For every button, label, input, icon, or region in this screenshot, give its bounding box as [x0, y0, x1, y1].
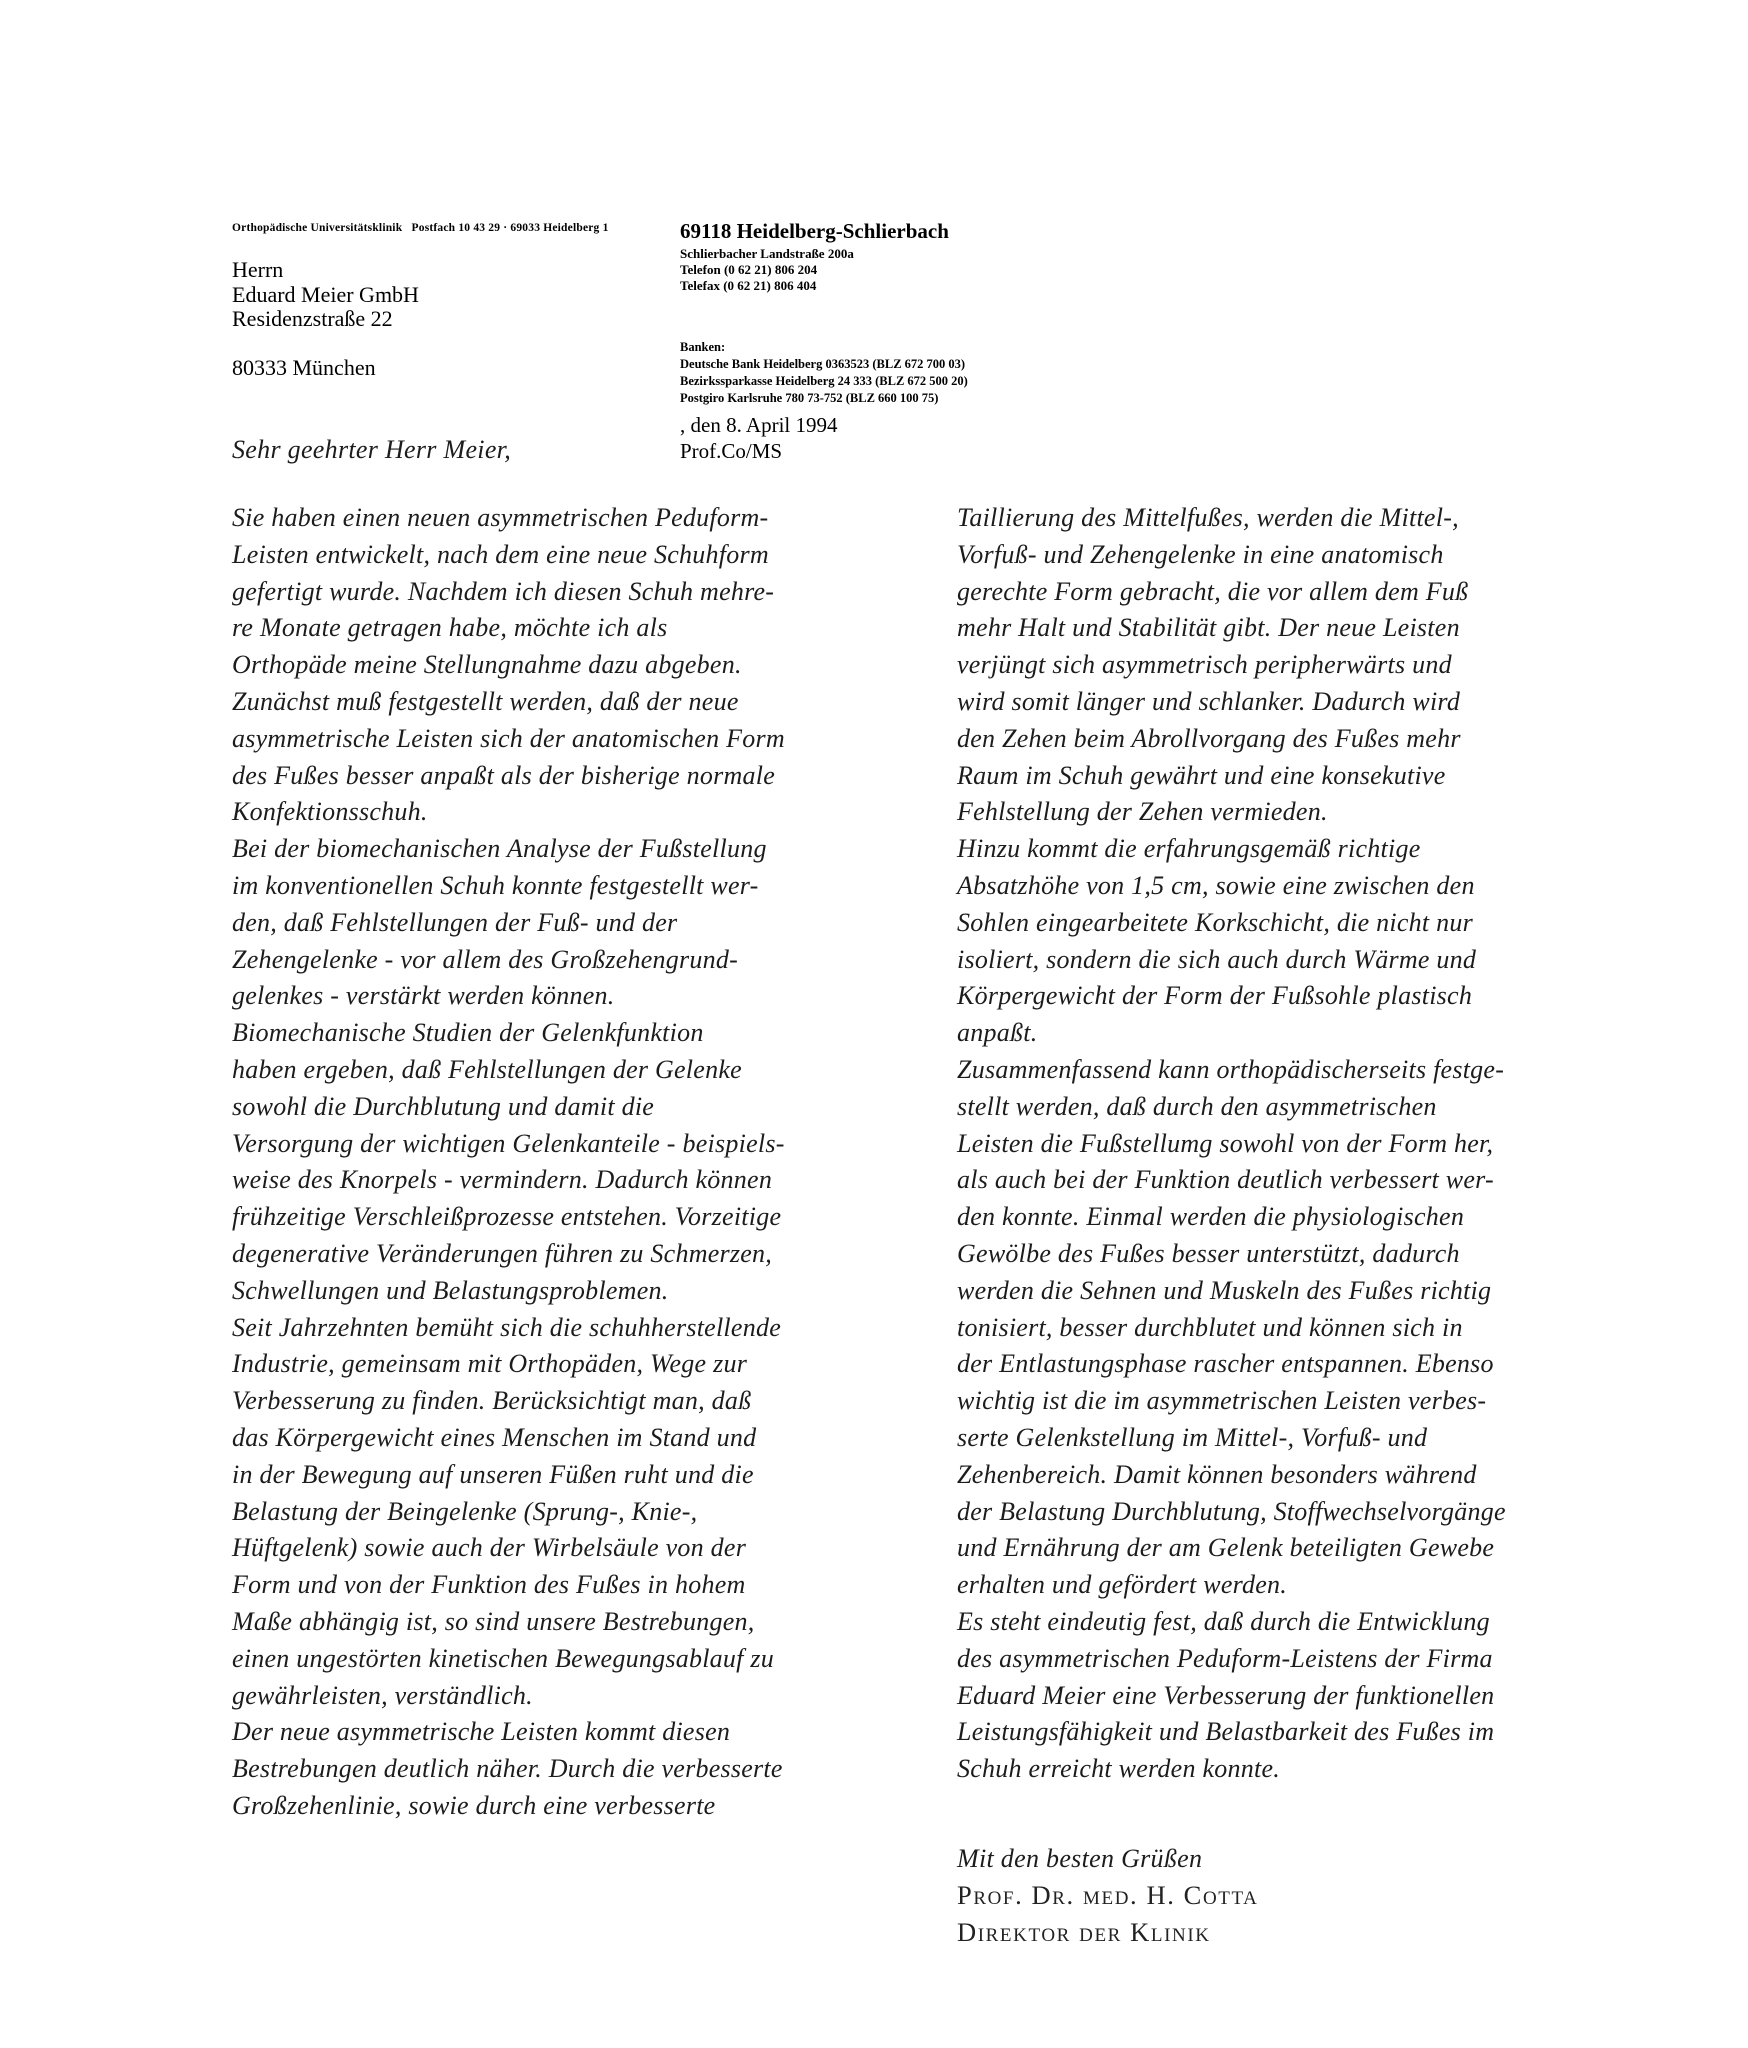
body-line: im konventionellen Schuh konnte festgestellt wer-: [232, 870, 759, 900]
body-line: weise des Knorpels - vermindern. Dadurch können: [232, 1165, 773, 1195]
body-line: Schuh erreicht werden konnte.: [957, 1754, 1281, 1784]
body-line: Sohlen eingearbeitete Korkschicht, die nicht nur: [957, 907, 1473, 937]
body-line: Sie haben einen neuen asymmetrischen Peduform-: [232, 503, 769, 532]
body-line: Konfektionsschuh.: [232, 797, 428, 827]
salutation: Sehr geehrter Herr Meier,: [232, 435, 511, 464]
body-line: Verbesserung zu finden. Berücksichtigt man, daß: [232, 1386, 752, 1416]
body-line: Leisten entwickelt, nach dem eine neue Schuhform: [232, 539, 769, 569]
body-line: Orthopäde meine Stellungnahme dazu abgeben.: [232, 650, 742, 680]
body-line: Hinzu kommt die erfahrungsgemäß richtige: [957, 834, 1421, 864]
banks-block: [680, 339, 968, 407]
body-line: das Körpergewicht eines Menschen im Stand und: [232, 1422, 757, 1452]
recipient-city: 80333 München: [232, 355, 376, 380]
body-line: gerechte Form gebracht, die vor allem dem Fuß: [957, 576, 1469, 606]
recipient-address-line: Herrn: [232, 257, 284, 282]
office-street: Schlierbacher Landstraße 200a: [680, 246, 854, 261]
body-line: verjüngt sich asymmetrisch peripherwärts und: [957, 650, 1452, 680]
body-line: Vorfuß- und Zehengelenke in eine anatomisch: [957, 539, 1444, 569]
body-line: Leistungsfähigkeit und Belastbarkeit des Fußes im: [957, 1717, 1495, 1747]
body-line: Bei der biomechanischen Analyse der Fußstellung: [232, 834, 767, 864]
body-line: mehr Halt und Stabilität gibt. Der neue Leisten: [957, 613, 1460, 643]
reference-line: Prof.Co/MS: [680, 439, 783, 463]
body-line: einen ungestörten kinetischen Bewegungsablauf zu: [232, 1643, 775, 1673]
body-line: Großzehenlinie, sowie durch eine verbesserte: [232, 1790, 716, 1820]
body-line: wird somit länger und schlanker. Dadurch wird: [957, 686, 1461, 716]
body-line: Der neue asymmetrische Leisten kommt diesen: [232, 1717, 731, 1747]
letter-body-left-column: [232, 500, 922, 1825]
body-line: Taillierung des Mittelfußes, werden die Mittel-,: [957, 503, 1459, 532]
recipient-address-line: Residenzstraße 22: [232, 306, 393, 331]
body-line: Zehengelenke - vor allem des Großzehengrund-: [232, 944, 739, 974]
body-line: Gewölbe des Fußes besser unterstützt, dadurch: [957, 1238, 1460, 1268]
recipient-address: [232, 258, 419, 332]
body-line: Schwellungen und Belastungsproblemen.: [232, 1275, 669, 1305]
body-line: und Ernährung der am Gelenk beteiligten Gewebe: [957, 1533, 1495, 1563]
body-line: wichtig ist die im asymmetrischen Leisten verbes-: [957, 1386, 1487, 1416]
body-line: des asymmetrischen Peduform-Leistens der Firma: [957, 1643, 1493, 1673]
date-line: , den 8. April 1994: [680, 413, 838, 437]
body-line: den, daß Fehlstellungen der Fuß- und der: [232, 907, 678, 937]
body-line: Leisten die Fußstellumg sowohl von der Form her,: [957, 1128, 1494, 1158]
body-line: erhalten und gefördert werden.: [957, 1570, 1288, 1600]
body-line: Eduard Meier eine Verbesserung der funktionellen: [957, 1680, 1495, 1710]
bank-entry: Postgiro Karlsruhe 780 73-752 (BLZ 660 100 75): [680, 391, 939, 405]
body-line: der Belastung Durchblutung, Stoffwechselvorgänge: [957, 1496, 1506, 1526]
body-line: Zusammenfassend kann orthopädischerseits festge-: [957, 1054, 1505, 1084]
body-line: der Entlastungsphase rascher entspannen. Ebenso: [957, 1349, 1494, 1379]
body-line: den Zehen beim Abrollvorgang des Fußes mehr: [957, 723, 1461, 753]
body-line: re Monate getragen habe, möchte ich als: [232, 613, 668, 643]
office-address-block: [680, 220, 949, 295]
body-line: Absatzhöhe von 1,5 cm, sowie eine zwischen den: [957, 870, 1475, 900]
body-line: Körpergewicht der Form der Fußsohle plastisch: [957, 981, 1473, 1011]
body-line: Seit Jahrzehnten bemüht sich die schuhherstellende: [232, 1312, 781, 1342]
body-line: Bestrebungen deutlich näher. Durch die verbesserte: [232, 1754, 783, 1784]
body-line: isoliert, sondern die sich auch durch Wärme und: [957, 944, 1477, 974]
body-line: Maße abhängig ist, so sind unsere Bestrebungen,: [232, 1606, 755, 1636]
body-line: stellt werden, daß durch den asymmetrischen: [957, 1091, 1437, 1121]
body-line: Es steht eindeutig fest, daß durch die Entwicklung: [957, 1606, 1490, 1636]
body-line: tonisiert, besser durchblutet und können sich in: [957, 1312, 1463, 1342]
closing-regards: Mit den besten Grüßen: [957, 1844, 1203, 1873]
office-city: 69118 Heidelberg-Schlierbach: [680, 219, 949, 243]
body-line: des Fußes besser anpaßt als der bisherige normale: [232, 760, 776, 790]
bank-entry: Deutsche Bank Heidelberg 0363523 (BLZ 672 700 03): [680, 357, 966, 371]
body-line: als auch bei der Funktion deutlich verbessert wer-: [957, 1165, 1494, 1195]
body-line: Zunächst muß festgestellt werden, daß der neue: [232, 686, 739, 716]
body-line: gewährleisten, verständlich.: [232, 1680, 533, 1710]
body-line: Biomechanische Studien der Gelenkfunktion: [232, 1018, 704, 1048]
body-line: Form und von der Funktion des Fußes in hohem: [232, 1570, 746, 1600]
body-line: Industrie, gemeinsam mit Orthopäden, Wege zur: [232, 1349, 748, 1379]
body-line: Raum im Schuh gewährt und eine konsekutive: [957, 760, 1446, 790]
body-line: anpaßt.: [957, 1018, 1038, 1048]
body-line: gefertigt wurde. Nachdem ich diesen Schuh mehre-: [232, 576, 775, 606]
bank-entry: Bezirkssparkasse Heidelberg 24 333 (BLZ 672 500 20): [680, 374, 968, 388]
body-line: gelenkes - verstärkt werden können.: [232, 981, 615, 1011]
body-line: den konnte. Einmal werden die physiologischen: [957, 1202, 1465, 1232]
body-line: Fehlstellung der Zehen vermieden.: [957, 797, 1328, 827]
body-line: Zehenbereich. Damit können besonders während: [957, 1459, 1477, 1489]
office-telefon: Telefon (0 62 21) 806 204: [680, 262, 818, 278]
office-telefax: Telefax (0 62 21) 806 404: [680, 278, 817, 294]
body-line: sowohl die Durchblutung und damit die: [232, 1091, 655, 1121]
body-line: werden die Sehnen und Muskeln des Fußes richtig: [957, 1275, 1492, 1305]
body-line: asymmetrische Leisten sich der anatomischen Form: [232, 723, 785, 753]
body-line: frühzeitige Verschleißprozesse entstehen. Vorzeitige: [232, 1202, 782, 1232]
body-line: Versorgung der wichtigen Gelenkanteile - beispiels-: [232, 1128, 785, 1158]
letter-body-right-column: [957, 500, 1647, 1788]
closing-block: [957, 1840, 1258, 1951]
body-line: serte Gelenkstellung im Mittel-, Vorfuß- und: [957, 1422, 1428, 1452]
banks-label: Banken:: [680, 340, 726, 354]
recipient-address-line: Eduard Meier GmbH: [232, 281, 419, 307]
signer-title: Direktor der Klinik: [957, 1917, 1211, 1947]
body-line: Hüftgelenk) sowie auch der Wirbelsäule von der: [232, 1533, 747, 1563]
signer-name: Prof. Dr. med. H. Cotta: [957, 1880, 1259, 1910]
body-line: haben ergeben, daß Fehlstellungen der Gelenke: [232, 1054, 742, 1084]
sender-return-address-line: Orthopädische Universitätsklinik Postfach 10 43 29 · 69033 Heidelberg 1: [232, 222, 609, 234]
body-line: degenerative Veränderungen führen zu Schmerzen,: [232, 1238, 773, 1268]
body-line: in der Bewegung auf unseren Füßen ruht und die: [232, 1459, 754, 1489]
body-line: Belastung der Beingelenke (Sprung-, Knie-,: [232, 1496, 698, 1526]
banks-entries: [680, 356, 968, 407]
